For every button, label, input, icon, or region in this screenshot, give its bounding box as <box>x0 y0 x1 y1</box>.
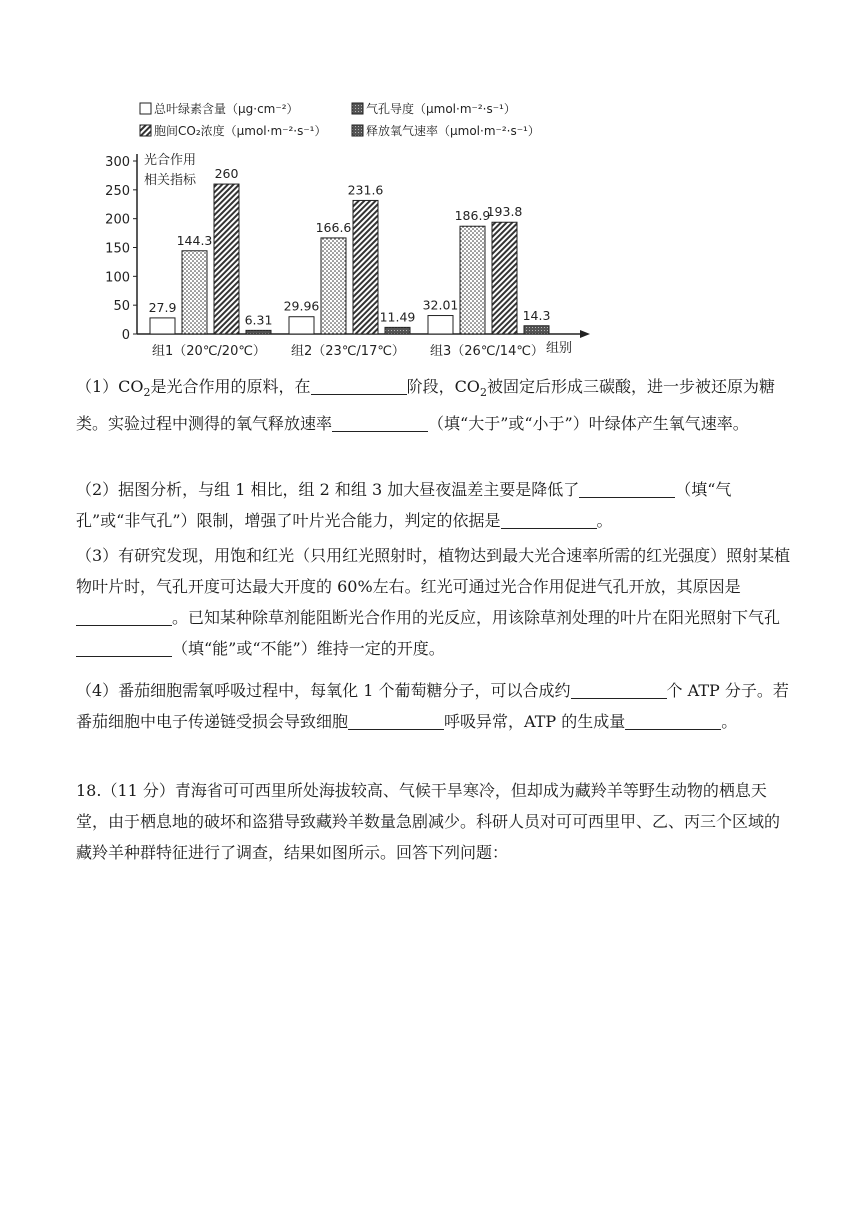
x-axis-categories <box>152 344 544 359</box>
legend-label-co2: 胞间CO₂浓度（μmol·m⁻²·s⁻¹） <box>154 124 327 138</box>
bar-group1-series2 <box>182 251 207 334</box>
chart-bars <box>149 166 551 334</box>
legend-label-oxygen: 释放氧气速率（μmol·m⁻²·s⁻¹） <box>366 124 540 138</box>
x-category-label: 组2（23℃/17℃） <box>291 344 405 359</box>
bar-value-label: 32.01 <box>422 297 459 313</box>
bar-group1-series3 <box>214 184 239 334</box>
answer-blank[interactable] <box>76 638 172 657</box>
answer-blank[interactable] <box>348 711 444 730</box>
bar-value-label: 186.9 <box>454 208 491 224</box>
bar-value-label: 260 <box>214 166 239 182</box>
bar-value-label: 14.3 <box>522 307 551 323</box>
question-2: （2）据图分析，与组 1 相比，组 2 和组 3 加大昼夜温差主要是降低了 （填“气孔”或“非气孔”）限制，增强了叶片光合能力，判定的依据是 。 <box>76 480 732 530</box>
y-tick-label: 150 <box>105 241 130 257</box>
bar-group2-series3 <box>353 200 378 334</box>
x-axis-arrow <box>580 330 590 338</box>
bar-group1-series4 <box>246 330 271 334</box>
legend-swatch-co2 <box>140 125 151 136</box>
y-axis-title-line1: 光合作用 <box>144 153 197 168</box>
answer-blank[interactable] <box>571 680 667 699</box>
legend-label-stomatal-conductance: 气孔导度（μmol·m⁻²·s⁻¹） <box>366 102 516 116</box>
legend-swatch-oxygen <box>352 125 363 136</box>
answer-blank[interactable] <box>311 376 407 395</box>
x-category-label: 组3（26℃/14℃） <box>430 344 544 359</box>
answer-blank[interactable] <box>332 413 428 432</box>
bar-group3-series2 <box>460 226 485 334</box>
bar-group2-series1 <box>289 317 314 334</box>
bar-group2-series4 <box>385 327 410 334</box>
legend-swatch-chlorophyll <box>140 103 151 114</box>
y-axis-title-line2: 相关指标 <box>144 173 197 188</box>
photosynthesis-bar-chart <box>100 96 600 364</box>
x-axis-title: 组别 <box>546 341 573 356</box>
question-3: （3）有研究发现，用饱和红光（只用红光照射时，植物达到最大光合速率所需的红光强度）照射某植物叶片时，气孔开度可达最大开度的 60%左右。红光可通过光合作用促进气孔开放，其原因是。已知某种除草剂能阻断光合作用的光反应，用该除草剂处理的叶片在阳光照射下气孔（填“能”或“不能”）维持一定的开度。 <box>76 546 791 658</box>
question-1: $(1)CO_2$是光合作用的原料，在 阶段，$CO_2$被固定后形成三碳酸，进一步被还原为糖类。实验过程中测得的氧气释放速率 （填“大于”或“小于”）叶绿体产生氧气速率。 <box>76 377 775 434</box>
y-tick-label: 50 <box>113 299 130 315</box>
legend-label-chlorophyll: 总叶绿素含量（μg·cm⁻²） <box>154 102 299 116</box>
bar-value-label: 11.49 <box>379 309 416 325</box>
legend-swatch-stomatal-conductance <box>352 103 363 114</box>
bar-value-label: 193.8 <box>486 204 523 220</box>
bar-group3-series3 <box>492 222 517 334</box>
y-tick-label: 250 <box>105 183 130 199</box>
y-tick-label: 0 <box>121 328 130 343</box>
y-tick-label: 300 <box>105 155 130 170</box>
bar-value-label: 6.31 <box>244 312 273 328</box>
answer-blank[interactable] <box>625 711 721 730</box>
chart-legend <box>140 101 540 138</box>
bar-value-label: 144.3 <box>176 232 213 248</box>
bar-group1-series1 <box>150 318 175 334</box>
bar-group2-series2 <box>321 238 346 334</box>
y-axis-ticks <box>105 155 137 343</box>
bar-value-label: 27.9 <box>148 299 177 315</box>
y-tick-label: 100 <box>105 270 130 286</box>
x-category-label: 组1（20℃/20℃） <box>152 344 266 359</box>
bar-group3-series4 <box>524 326 549 334</box>
bar-group3-series1 <box>428 316 453 334</box>
question-18: 18.（11 分）青海省可可西里所处海拔较高、气候干旱寒冷，但却成为藏羚羊等野生动物的栖息天堂，由于栖息地的破坏和盗猎导致藏羚羊数量急剧减少。科研人员对可可西里甲、乙、丙三个区域的藏羚羊种群特征进行了调查，结果如图所示。回答下列问题： <box>76 781 781 862</box>
y-tick-label: 200 <box>105 212 130 228</box>
answer-blank[interactable] <box>501 510 597 529</box>
bar-value-label: 231.6 <box>347 182 384 198</box>
answer-blank[interactable] <box>76 607 172 626</box>
bar-value-label: 166.6 <box>315 219 352 235</box>
question-4: （4）番茄细胞需氧呼吸过程中，每氧化 1 个葡萄糖分子，可以合成约 个 ATP 分子。若番茄细胞中电子传递链受损会导致细胞 呼吸异常，ATP 的生成量 。 <box>76 681 789 731</box>
answer-blank[interactable] <box>579 479 675 498</box>
bar-value-label: 29.96 <box>283 298 320 314</box>
